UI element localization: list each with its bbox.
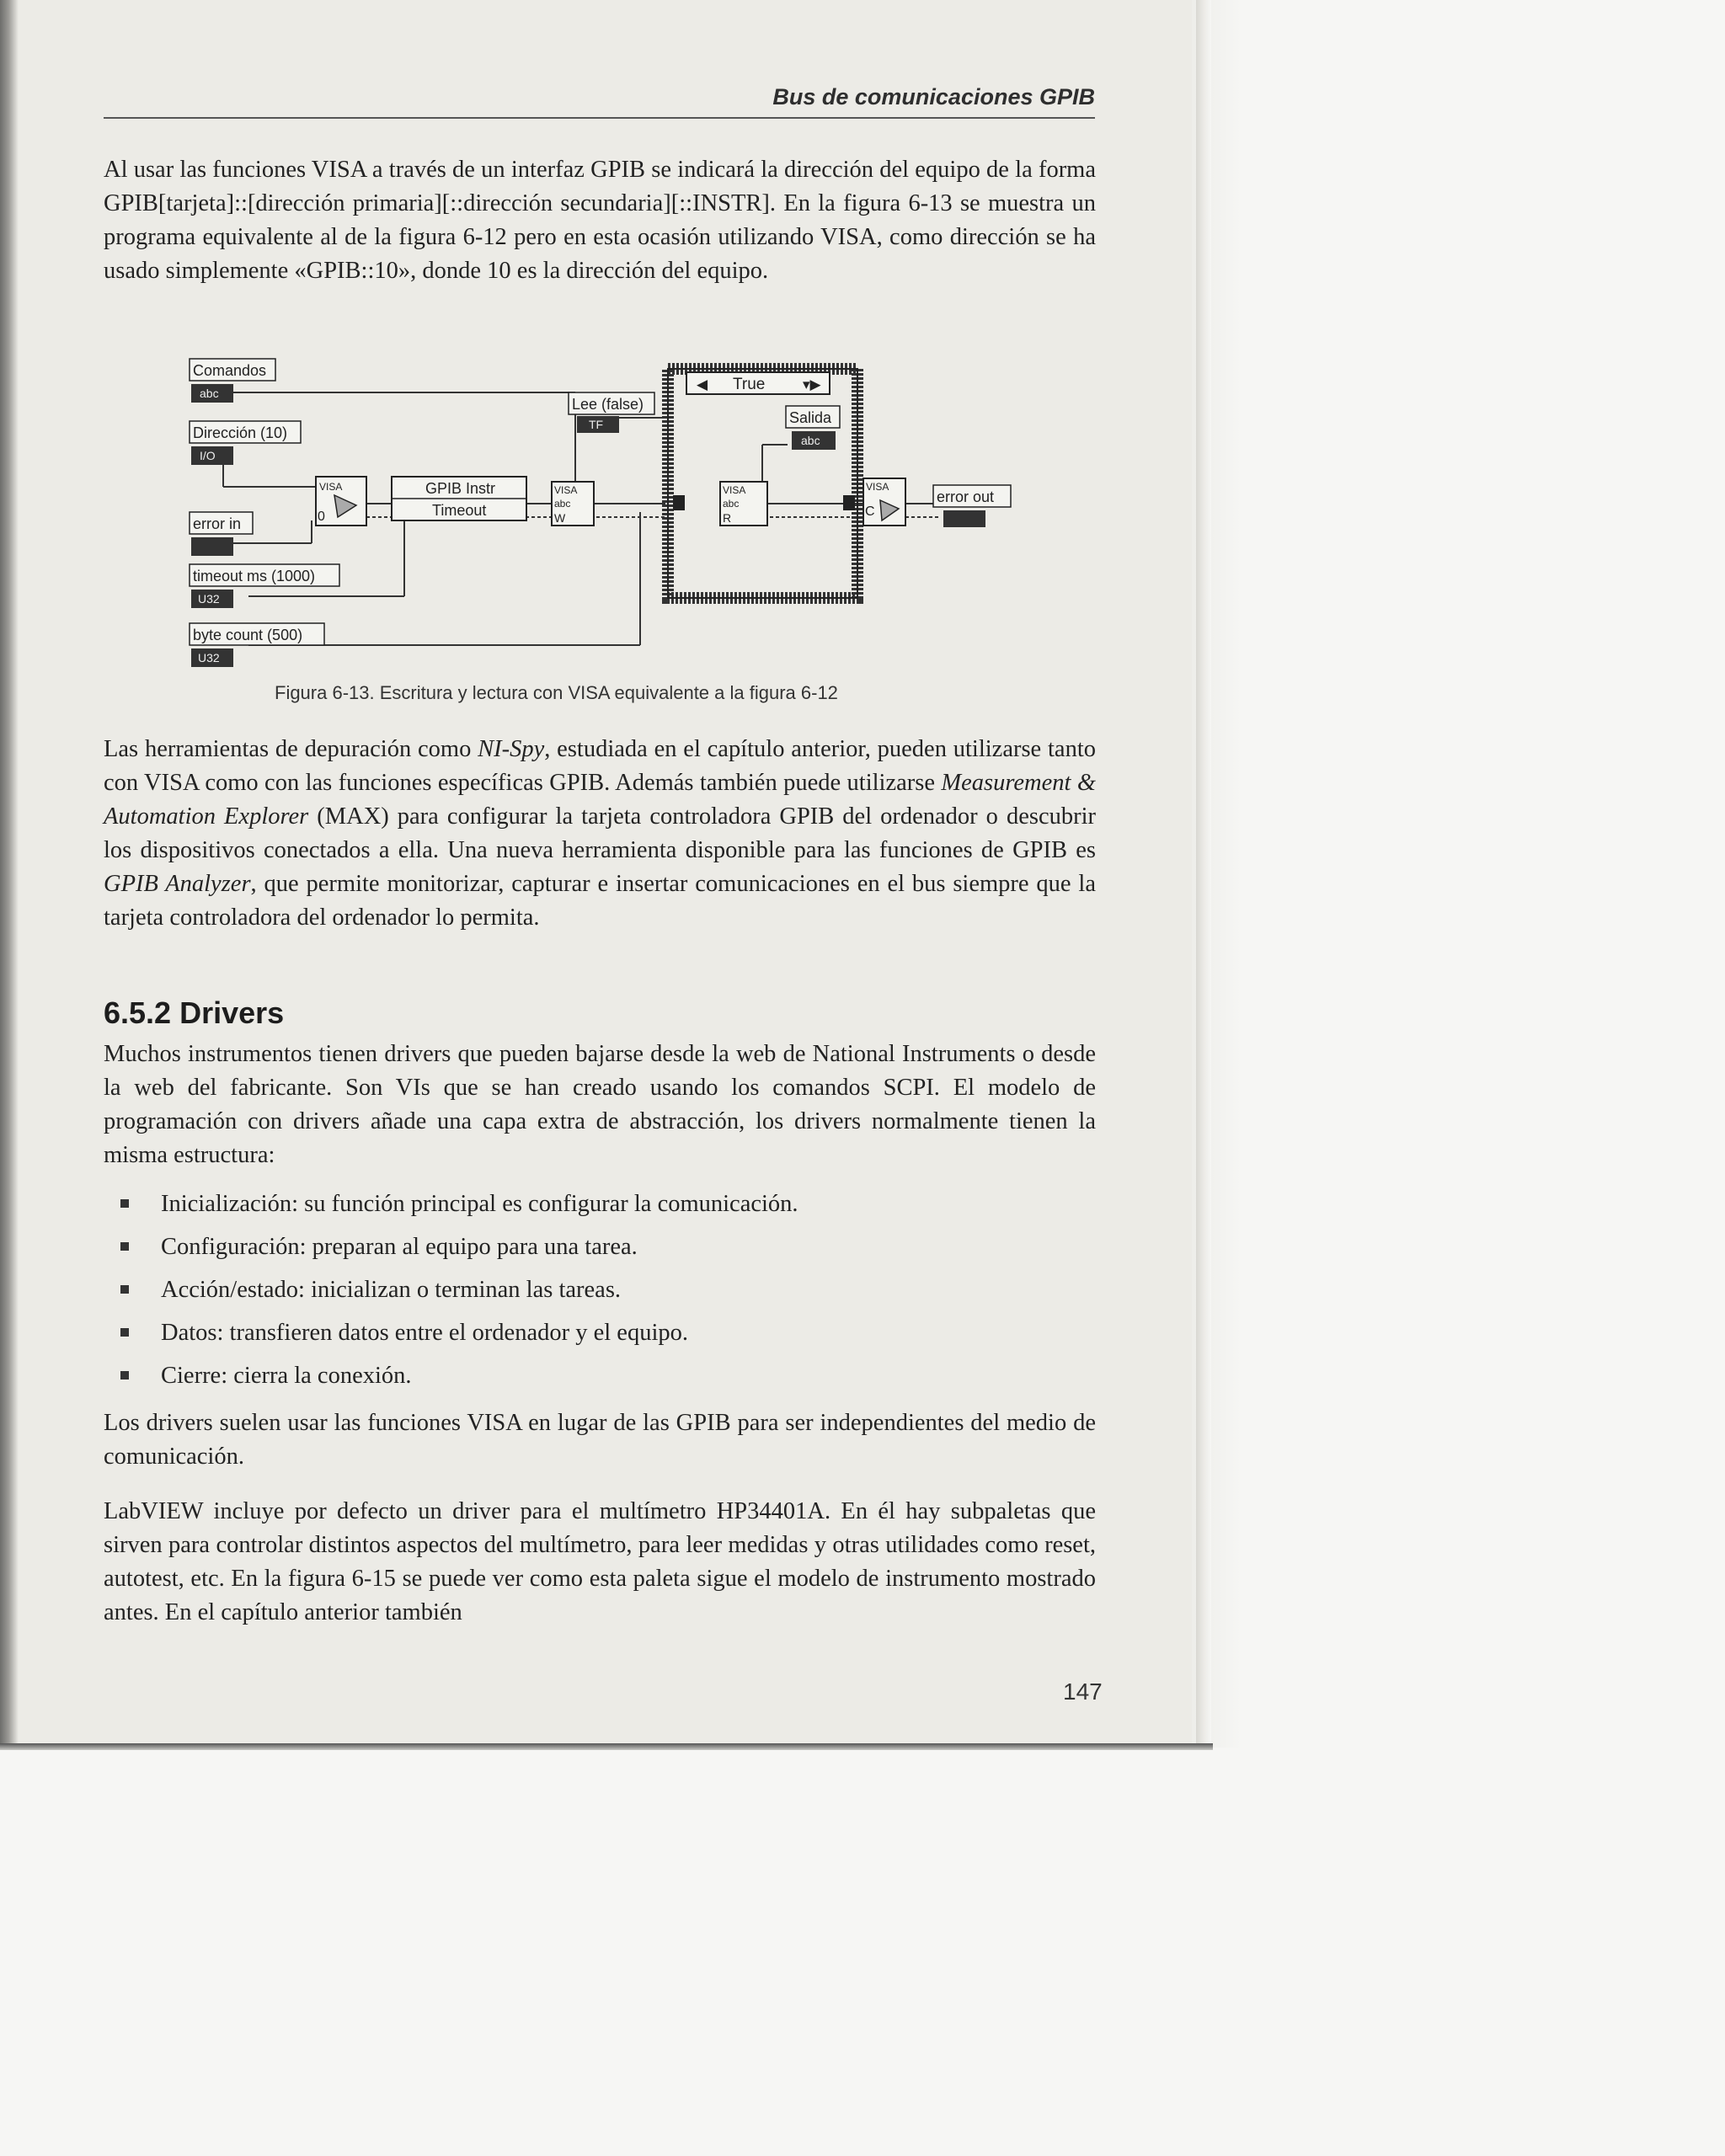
labview-block-diagram — [181, 352, 1015, 680]
timeout-type: U32 — [198, 592, 220, 606]
byte-count-label: byte count (500) — [193, 627, 303, 643]
bullet-icon — [120, 1285, 129, 1294]
visa-close-label: VISA — [866, 481, 889, 493]
list-item: Datos: transfieren datos entre el ordenador y el equipo. — [120, 1316, 798, 1359]
visa-write-label: VISA — [554, 484, 578, 496]
running-header: Bus de comunicaciones GPIB — [772, 84, 1095, 109]
visa-read-abc: abc — [723, 498, 740, 510]
section-heading: 6.5.2 Drivers — [104, 995, 285, 1030]
comandos-label: Comandos — [193, 362, 267, 379]
header-rule — [104, 117, 1095, 119]
figure-caption: Figura 6-13. Escritura y lectura con VISA equivalente a la figura 6-12 — [275, 682, 838, 703]
bullet-icon — [120, 1328, 129, 1337]
direccion-label: Dirección (10) — [193, 424, 288, 441]
case-selector-label: True — [733, 376, 766, 393]
binding-shadow — [0, 0, 19, 1748]
timeout-label: timeout ms (1000) — [193, 568, 316, 584]
paragraph-labview-driver: LabVIEW incluye por defecto un driver para el multímetro HP34401A. En él hay subpaletas que sirven para controlar distintos aspectos del multímetro, para leer medidas y otras utilidades como reset, autotest, etc. En la figura 6-15 se puede ver como esta paleta sigue el modelo de instrumento mostrado antes. En el capítulo anterior también — [104, 1498, 1096, 1625]
visa-read-r: R — [723, 511, 732, 525]
list-item: Cierre: cierra la conexión. — [120, 1359, 798, 1402]
comandos-type: abc — [200, 387, 219, 400]
error-in-label: error in — [193, 515, 242, 532]
paragraph-drivers: Muchos instrumentos tienen drivers que pueden bajarse desde la web de National Instruments o desde la web del fabricante. Son VIs que se han creado usando los comandos SCPI. El modelo de programación con drivers añade una capa extra de abstracción, los drivers normalmente tienen la misma estructura: — [104, 1041, 1096, 1168]
svg-text:▾▶: ▾▶ — [803, 376, 821, 392]
paragraph-debug-tools: Las herramientas de depuración como NI-Spy, estudiada en el capítulo anterior, pueden utilizarse tanto con VISA como con las funciones específicas GPIB. Además también puede utilizarse Measurement & Automation Explorer (MAX) para configurar la tarjeta controladora GPIB del ordenador o descubrir los dispositivos conectados a ella. Una nueva herramienta disponible para las funciones de GPIB es GPIB Analyzer, que permite monitorizar, capturar e insertar comunicaciones en el bus siempre que la tarjeta controladora del ordenador lo permita. — [104, 736, 1096, 931]
byte-count-type: U32 — [198, 651, 220, 664]
bullet-icon — [120, 1199, 129, 1208]
visa-read-label: VISA — [723, 484, 746, 496]
timeout-prop-label: Timeout — [432, 502, 487, 519]
paragraph-visa-address: Al usar las funciones VISA a través de un interfaz GPIB se indicará la dirección del equipo de la forma GPIB[tarjeta]::[dirección primaria][::dirección secundaria][::INSTR]. En la figura 6-13 se muestra un programa equivalente al de la figura 6-12 pero en esta ocasión utilizando VISA, como dirección se ha usado simplemente «GPIB::10», donde 10 es la dirección del equipo. — [104, 157, 1096, 284]
error-out-label: error out — [937, 488, 995, 505]
page-fold — [1196, 0, 1211, 1748]
list-item: Inicialización: su función principal es configurar la comunicación. — [120, 1187, 798, 1230]
salida-label: Salida — [789, 409, 832, 426]
visa-close-c: C — [865, 504, 875, 519]
bullet-icon — [120, 1242, 129, 1251]
svg-text:◀: ◀ — [697, 376, 708, 392]
page-number: 147 — [1063, 1678, 1103, 1705]
list-item: Configuración: preparan al equipo para una tarea. — [120, 1230, 798, 1273]
direccion-type: I/O — [200, 449, 216, 462]
driver-structure-list — [120, 1187, 798, 1402]
gpib-instr-label: GPIB Instr — [425, 480, 496, 497]
lee-type: TF — [589, 418, 604, 431]
salida-type: abc — [801, 434, 820, 447]
visa-write-abc: abc — [554, 498, 571, 510]
visa-write-w: W — [554, 511, 566, 525]
visa-open-label: VISA — [319, 481, 343, 493]
list-item: Acción/estado: inicializan o terminan las tareas. — [120, 1273, 798, 1316]
paragraph-visa-drivers: Los drivers suelen usar las funciones VISA en lugar de las GPIB para ser independientes del medio de comunicación. — [104, 1410, 1096, 1470]
bullet-icon — [120, 1371, 129, 1380]
lee-label: Lee (false) — [572, 396, 644, 413]
page-bottom-edge — [0, 1743, 1213, 1750]
visa-open-zero: 0 — [318, 510, 325, 524]
